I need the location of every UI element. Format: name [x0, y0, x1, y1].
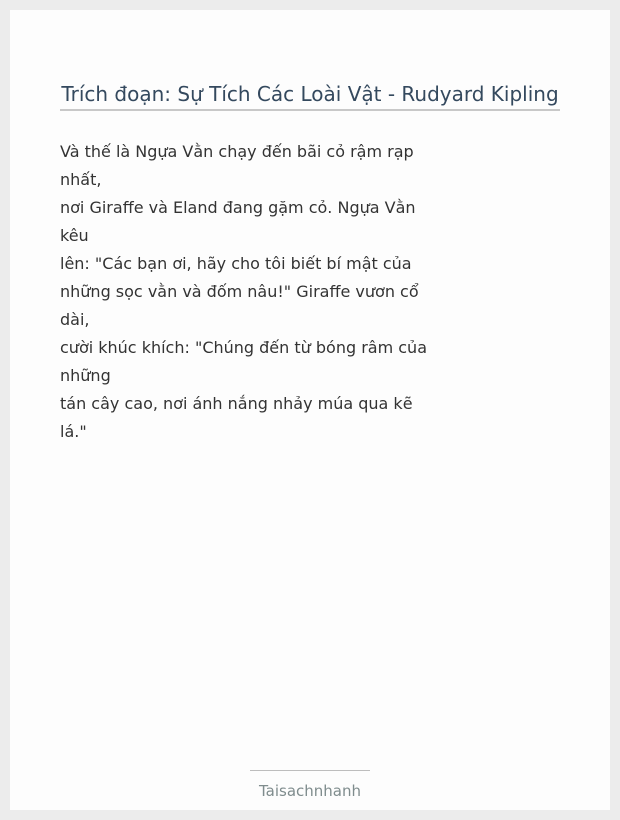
text-line: lá.": [60, 422, 87, 441]
text-line: nhất,: [60, 170, 102, 189]
title-divider: [60, 109, 560, 111]
footer-brand: Taisachnhanh: [258, 782, 362, 800]
text-line: dài,: [60, 310, 90, 329]
footer-divider: [250, 770, 370, 771]
text-line: tán cây cao, nơi ánh nắng nhảy múa qua kẽ: [60, 394, 413, 413]
excerpt-body: [60, 138, 427, 446]
text-line: lên: "Các bạn ơi, hãy cho tôi biết bí mật của: [60, 254, 412, 273]
text-line: cười khúc khích: "Chúng đến từ bóng râm của: [60, 338, 427, 357]
text-line: Và thế là Ngựa Vằn chạy đến bãi cỏ rậm rạp: [60, 142, 414, 161]
text-line: nơi Giraffe và Eland đang gặm cỏ. Ngựa Vằn: [60, 198, 416, 217]
text-line: kêu: [60, 226, 89, 245]
page-title: Trích đoạn: Sự Tích Các Loài Vật - Rudyard Kipling: [61, 82, 559, 106]
text-line: những: [60, 366, 111, 385]
text-line: những sọc vằn và đốm nâu!" Giraffe vươn cổ: [60, 282, 419, 301]
document-page: [10, 10, 610, 810]
